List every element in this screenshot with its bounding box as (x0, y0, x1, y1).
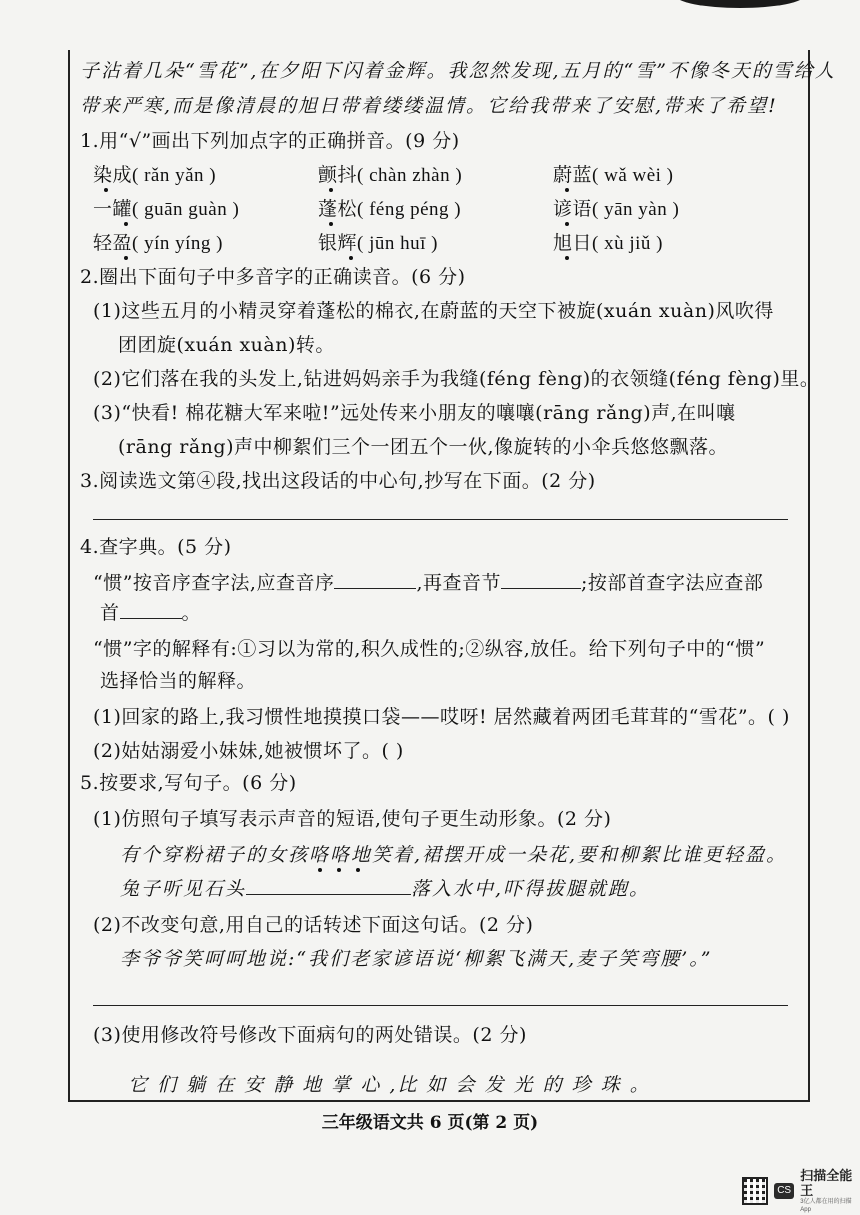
q1-word: 蓬松 (318, 198, 358, 220)
q4-line-1 (93, 570, 763, 596)
q1-word: 旭日 (553, 232, 593, 254)
q1-item-2 (318, 162, 462, 189)
q4-sentence-1: (1)回家的路上,我习惯性地摸摸口袋——哎呀! 居然藏着两团毛茸茸的“雪花”。( ) (93, 706, 790, 728)
q5-text: 落入水中,吓得拔腿就跑。 (411, 878, 651, 900)
q1-options: ( rǎn yǎn ) (132, 165, 217, 186)
q1-word: 颤抖 (318, 164, 358, 186)
q5-blank-sound[interactable] (246, 876, 411, 895)
emphasis-dot (124, 222, 128, 226)
q3-answer-line[interactable] (93, 519, 788, 520)
q4-text: 首 (100, 602, 120, 624)
q5-faulty-sentence: 它 们 躺 在 安 静 地 掌 心 ,比 如 会 发 光 的 珍 珠 。 (128, 1074, 651, 1096)
passage-line-1: 子沾着几朵“雪花”,在夕阳下闪着金辉。我忽然发现,五月的“雪”不像冬天的雪给人 (80, 60, 836, 82)
q5-answer-line[interactable] (93, 1005, 788, 1006)
q1-item-4 (93, 196, 239, 223)
emphasis-dot (356, 868, 360, 872)
q5-title: 5.按要求,写句子。(6 分) (80, 772, 297, 794)
q1-options: ( yān yàn ) (592, 199, 680, 220)
qr-code-icon (742, 1177, 768, 1205)
q4-blank-radical[interactable] (120, 600, 182, 619)
q4-text: ,再查音节 (416, 572, 502, 594)
q4-title: 4.查字典。(5 分) (80, 536, 232, 558)
q1-item-5 (318, 196, 461, 223)
q1-item-9 (553, 230, 663, 257)
q5-part-3: (3)使用修改符号修改下面病句的两处错误。(2 分) (93, 1024, 527, 1046)
q1-title: 1.用“√”画出下列加点字的正确拼音。(9 分) (80, 130, 460, 152)
emphasis-dot (124, 256, 128, 260)
q5-fill-line (120, 876, 650, 902)
q4-blank-letter[interactable] (334, 570, 416, 589)
emphasis-dot (565, 222, 569, 226)
q2-title: 2.圈出下面句子中多音字的正确读音。(6 分) (80, 266, 466, 288)
q5-text: 兔子听见石头 (120, 878, 247, 900)
emphasis-dot (565, 256, 569, 260)
emphasis-dot (329, 188, 333, 192)
q4-line-2 (100, 600, 201, 626)
page-footer: 三年级语文共 6 页(第 2 页) (321, 1113, 539, 1133)
q1-options: ( jūn huī ) (357, 233, 438, 254)
q3-title: 3.阅读选文第④段,找出这段话的中心句,抄写在下面。(2 分) (80, 470, 596, 492)
emphasis-dot (349, 256, 353, 260)
q1-word: 谚语 (553, 198, 593, 220)
q1-word: 银辉 (318, 232, 358, 254)
passage-line-2: 带来严寒,而是像清晨的旭日带着缕缕温情。它给我带来了安慰,带来了希望! (80, 95, 778, 117)
emphasis-dot (337, 868, 341, 872)
q1-item-3 (553, 162, 674, 189)
q5-part-1: (1)仿照句子填写表示声音的短语,使句子更生动形象。(2 分) (93, 808, 612, 830)
emphasis-dot (329, 222, 333, 226)
q1-word: 轻盈 (93, 232, 133, 254)
q5-example: 有个穿粉裙子的女孩咯咯地笑着,裙摆开成一朵花,要和柳絮比谁更轻盈。 (120, 844, 788, 866)
q2-sentence-3b: (rāng rǎng)声中柳絮们三个一团五个一伙,像旋转的小伞兵悠悠飘落。 (118, 436, 729, 458)
q5-quote: 李爷爷笑呵呵地说:“我们老家谚语说‘柳絮飞满天,麦子笑弯腰’。” (120, 948, 713, 970)
q1-options: ( wǎ wèi ) (592, 165, 674, 186)
scanner-logo-icon: CS (774, 1183, 794, 1199)
q4-text: ;按部首查字法应查部 (581, 572, 764, 594)
q1-word: 一罐 (93, 198, 133, 220)
q4-text: 。 (181, 602, 202, 624)
q4-sentence-2: (2)姑姑溺爱小妹妹,她被惯坏了。( ) (93, 740, 404, 762)
q1-item-7 (93, 230, 223, 257)
q1-options: ( guān guàn ) (132, 199, 240, 220)
q4-text: “惯”按音序查字法,应查音序 (93, 572, 335, 594)
scanner-app-name: 扫描全能王 (800, 1168, 853, 1198)
q2-sentence-1a: (1)这些五月的小精灵穿着蓬松的棉衣,在蔚蓝的天空下被旋(xuán xuàn)风吹得 (93, 300, 774, 322)
q1-item-1 (93, 162, 216, 189)
q1-word: 染成 (93, 164, 133, 186)
scanner-tagline: 3亿人都在用的扫描App (800, 1199, 852, 1213)
q1-options: ( chàn zhàn ) (357, 165, 463, 186)
q4-blank-syllable[interactable] (501, 570, 581, 589)
emphasis-dot (318, 868, 322, 872)
q1-item-8 (318, 230, 438, 257)
q4-line-4: 选择恰当的解释。 (100, 670, 257, 692)
scan-smudge (675, 0, 805, 8)
q4-line-3: “惯”字的解释有:①习以为常的,积久成性的;②纵容,放任。给下列句子中的“惯” (93, 638, 766, 660)
emphasis-dot (565, 188, 569, 192)
scanner-watermark (742, 1168, 860, 1214)
q2-sentence-3a: (3)“快看! 棉花糖大军来啦!”远处传来小朋友的嚷嚷(rāng rǎng)声,在叫嚷 (93, 402, 736, 424)
q5-part-2: (2)不改变句意,用自己的话转述下面这句话。(2 分) (93, 914, 534, 936)
q1-options: ( féng péng ) (357, 199, 462, 220)
q2-sentence-1b: 团团旋(xuán xuàn)转。 (118, 334, 335, 356)
q1-options: ( xù jiǔ ) (592, 233, 663, 254)
q1-options: ( yín yíng ) (132, 233, 223, 254)
q1-word: 蔚蓝 (553, 164, 593, 186)
q2-sentence-2: (2)它们落在我的头发上,钻进妈妈亲手为我缝(féng fèng)的衣领缝(féng fèng)里。 (93, 368, 820, 390)
emphasis-dot (104, 188, 108, 192)
q1-item-6 (553, 196, 679, 223)
